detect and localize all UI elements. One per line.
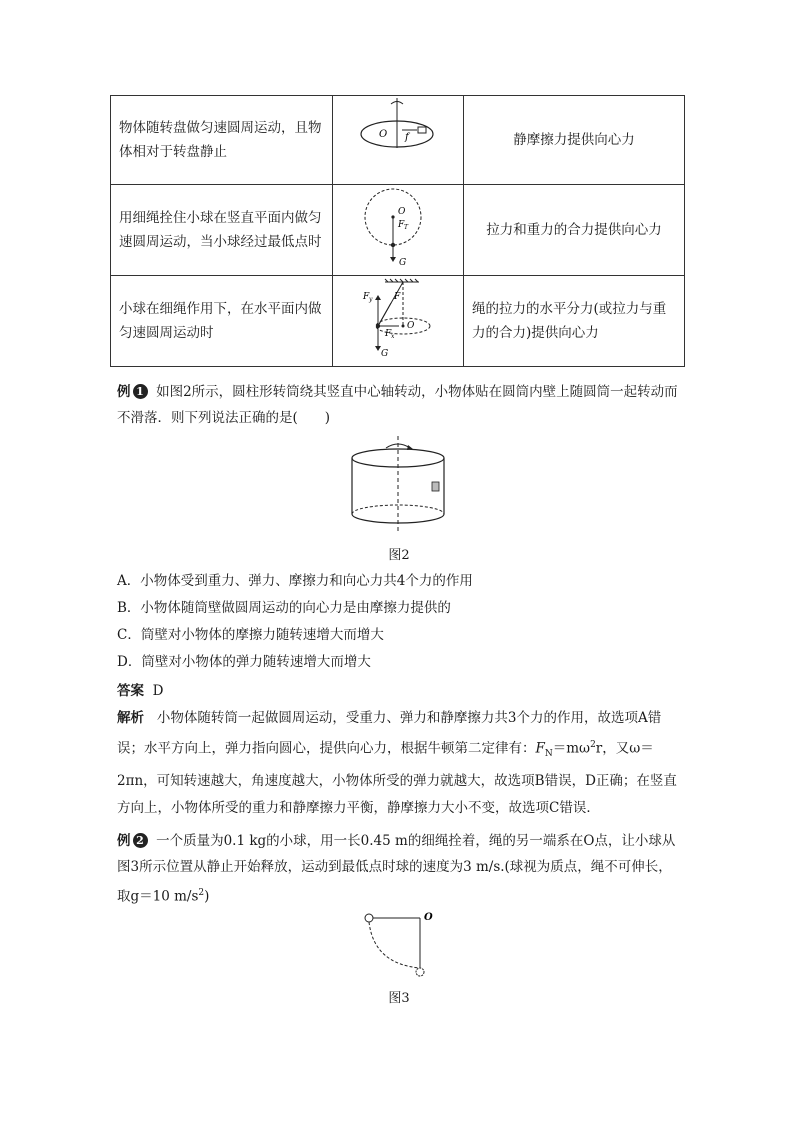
answer-value: D bbox=[152, 683, 164, 699]
example2-question: 例 2 一个质量为0.1 kg的小球，用一长0.45 m的细绳拴着，绳的另一端系在O点，让小球从图3所示位置从静止开始释放，运动到最低点时球的速度为3 m/s.(球视为质点，绳不可伸长，取g＝10 $m/s^2$) bbox=[117, 833, 676, 905]
option-a: A．小物体受到重力、弹力、摩擦力和向心力共4个力的作用 bbox=[117, 573, 473, 589]
analysis-label: 解析 bbox=[117, 710, 144, 726]
vertical-circle-figure bbox=[333, 185, 463, 267]
label-fx: F bbox=[385, 329, 392, 339]
force-source-cell: 拉力和重力的合力提供向心力 bbox=[464, 185, 685, 276]
label-g: G bbox=[399, 258, 407, 267]
example-number-badge: 1 bbox=[133, 384, 148, 399]
svg-text:y: y bbox=[369, 296, 373, 303]
option-c: C．筒壁对小物体的摩擦力随转速增大而增大 bbox=[117, 627, 384, 643]
label-o: O bbox=[379, 129, 388, 140]
svg-text:T: T bbox=[404, 224, 409, 231]
label-g: G bbox=[381, 349, 389, 358]
answer-label: 答案 bbox=[117, 683, 144, 699]
label-f: F bbox=[394, 292, 401, 302]
figure-caption: 图3 bbox=[388, 991, 410, 1006]
scenario-cell: 物体随转盘做匀速圆周运动，且物体相对于转盘静止 bbox=[111, 96, 333, 185]
scenario-cell: 小球在细绳作用下，在水平面内做匀速圆周运动时 bbox=[111, 276, 333, 367]
example-label: 例 bbox=[117, 833, 131, 849]
force-source-table bbox=[110, 95, 685, 367]
label-f: f bbox=[405, 132, 409, 143]
options-list bbox=[117, 568, 685, 676]
option-b: B．小物体随筒壁做圆周运动的向心力是由摩擦力提供的 bbox=[117, 600, 451, 616]
label-o: O bbox=[398, 207, 406, 217]
pendulum-release-figure bbox=[360, 908, 440, 980]
label-fy: F bbox=[363, 292, 370, 302]
figure-caption: 图2 bbox=[388, 548, 410, 563]
figure-cell bbox=[333, 96, 464, 185]
question-text: 如图2所示，圆柱形转筒绕其竖直中心轴转动，小物体贴在圆筒内壁上随圆筒一起转动而不滑落．则下列说法正确的是( ) bbox=[117, 384, 678, 426]
option-d: D．筒壁对小物体的弹力随转速增大而增大 bbox=[117, 654, 371, 670]
rotating-cylinder-figure bbox=[346, 436, 450, 536]
label-ft: F bbox=[398, 220, 405, 230]
analysis-text: 解析 小物体随转筒一起做圆周运动，受重力、弹力和静摩擦力共3个力的作用，故选项A错误；水平方向上，弹力指向圆心，提供向心力，根据牛顿第二定律有：$F_N=m\omega^2r$，又ω＝2πn，可知转速越大，角速度越大，小物体所受的弹力就越大，故选项B错误，D正确；在竖直方向上，小物体所受的重力和静摩擦力平衡，静摩擦力大小不变，故选项C错误． bbox=[117, 710, 677, 817]
answer-line bbox=[117, 678, 685, 704]
table-row bbox=[111, 276, 685, 367]
svg-text:x: x bbox=[391, 333, 395, 340]
figure-cell bbox=[333, 276, 464, 367]
conical-pendulum-figure bbox=[333, 276, 463, 358]
table-row bbox=[111, 185, 685, 276]
example-label: 例 bbox=[117, 384, 131, 400]
force-source-cell: 绳的拉力的水平分力(或拉力与重力的合力)提供向心力 bbox=[464, 276, 685, 367]
figure-cell bbox=[333, 185, 464, 276]
label-o: O bbox=[424, 912, 433, 923]
scenario-cell: 用细绳拴住小球在竖直平面内做匀速圆周运动，当小球经过最低点时 bbox=[111, 185, 333, 276]
label-o: O bbox=[407, 321, 415, 331]
example-number-badge: 2 bbox=[133, 833, 148, 848]
turntable-figure bbox=[333, 96, 463, 176]
table-row bbox=[111, 96, 685, 185]
force-source-cell: 静摩擦力提供向心力 bbox=[464, 96, 685, 185]
example1-question bbox=[117, 379, 685, 431]
